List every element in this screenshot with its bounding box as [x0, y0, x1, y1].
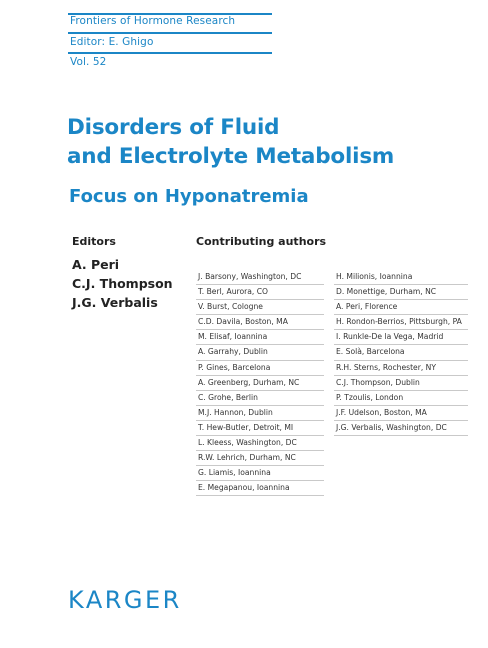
contributor-entry: A. Garrahy, Dublin	[196, 345, 324, 360]
contributor-entry: R.W. Lehrich, Durham, NC	[196, 451, 324, 466]
contributors-list-left	[196, 270, 324, 496]
contributor-entry: P. Tzoulis, London	[334, 391, 468, 406]
series-rule	[68, 52, 272, 54]
contributor-entry: P. Gines, Barcelona	[196, 361, 324, 376]
contributor-entry: D. Monettige, Durham, NC	[334, 285, 468, 300]
contributor-entry: C.D. Davila, Boston, MA	[196, 315, 324, 330]
contributor-entry: T. Hew-Butler, Detroit, MI	[196, 421, 324, 436]
contributors-heading: Contributing authors	[196, 235, 327, 248]
book-title-line-1: Disorders of Fluid	[67, 115, 280, 140]
contributor-entry: R.H. Sterns, Rochester, NY	[334, 361, 468, 376]
contributor-entry: M.J. Hannon, Dublin	[196, 406, 324, 421]
contributor-entry: L. Kleess, Washington, DC	[196, 436, 324, 451]
editor-name: J.G. Verbalis	[72, 295, 158, 310]
book-title-line-2: and Electrolyte Metabolism	[67, 144, 395, 169]
series-name: Frontiers of Hormone Research	[70, 15, 236, 27]
publisher-logo: KARGER	[68, 586, 182, 614]
editors-heading: Editors	[72, 235, 116, 248]
contributors-list-right	[334, 270, 468, 436]
contributor-entry: J. Barsony, Washington, DC	[196, 270, 324, 285]
contributor-entry: M. Elisaf, Ioannina	[196, 330, 324, 345]
series-editor: Editor: E. Ghigo	[70, 36, 154, 48]
editor-name: A. Peri	[72, 257, 120, 272]
book-subtitle: Focus on Hyponatremia	[69, 186, 309, 207]
contributor-entry: E. Solà, Barcelona	[334, 345, 468, 360]
series-volume: Vol. 52	[70, 56, 107, 68]
contributor-entry: J.G. Verbalis, Washington, DC	[334, 421, 468, 436]
contributor-entry: H. Milionis, Ioannina	[334, 270, 468, 285]
contributor-entry: V. Burst, Cologne	[196, 300, 324, 315]
contributor-entry: I. Runkle-De la Vega, Madrid	[334, 330, 468, 345]
editors-list	[72, 255, 173, 312]
contributor-entry: C. Grohe, Berlin	[196, 391, 324, 406]
contributor-entry: C.J. Thompson, Dublin	[334, 376, 468, 391]
book-title	[67, 113, 394, 171]
contributor-entry: A. Greenberg, Durham, NC	[196, 376, 324, 391]
series-rule	[68, 32, 272, 34]
contributor-entry: A. Peri, Florence	[334, 300, 468, 315]
contributor-entry: E. Megapanou, Ioannina	[196, 481, 324, 496]
contributor-entry: J.F. Udelson, Boston, MA	[334, 406, 468, 421]
editor-name: C.J. Thompson	[72, 276, 173, 291]
contributor-entry: H. Rondon-Berrios, Pittsburgh, PA	[334, 315, 468, 330]
contributor-entry: T. Berl, Aurora, CO	[196, 285, 324, 300]
contributor-entry: G. Liamis, Ioannina	[196, 466, 324, 481]
